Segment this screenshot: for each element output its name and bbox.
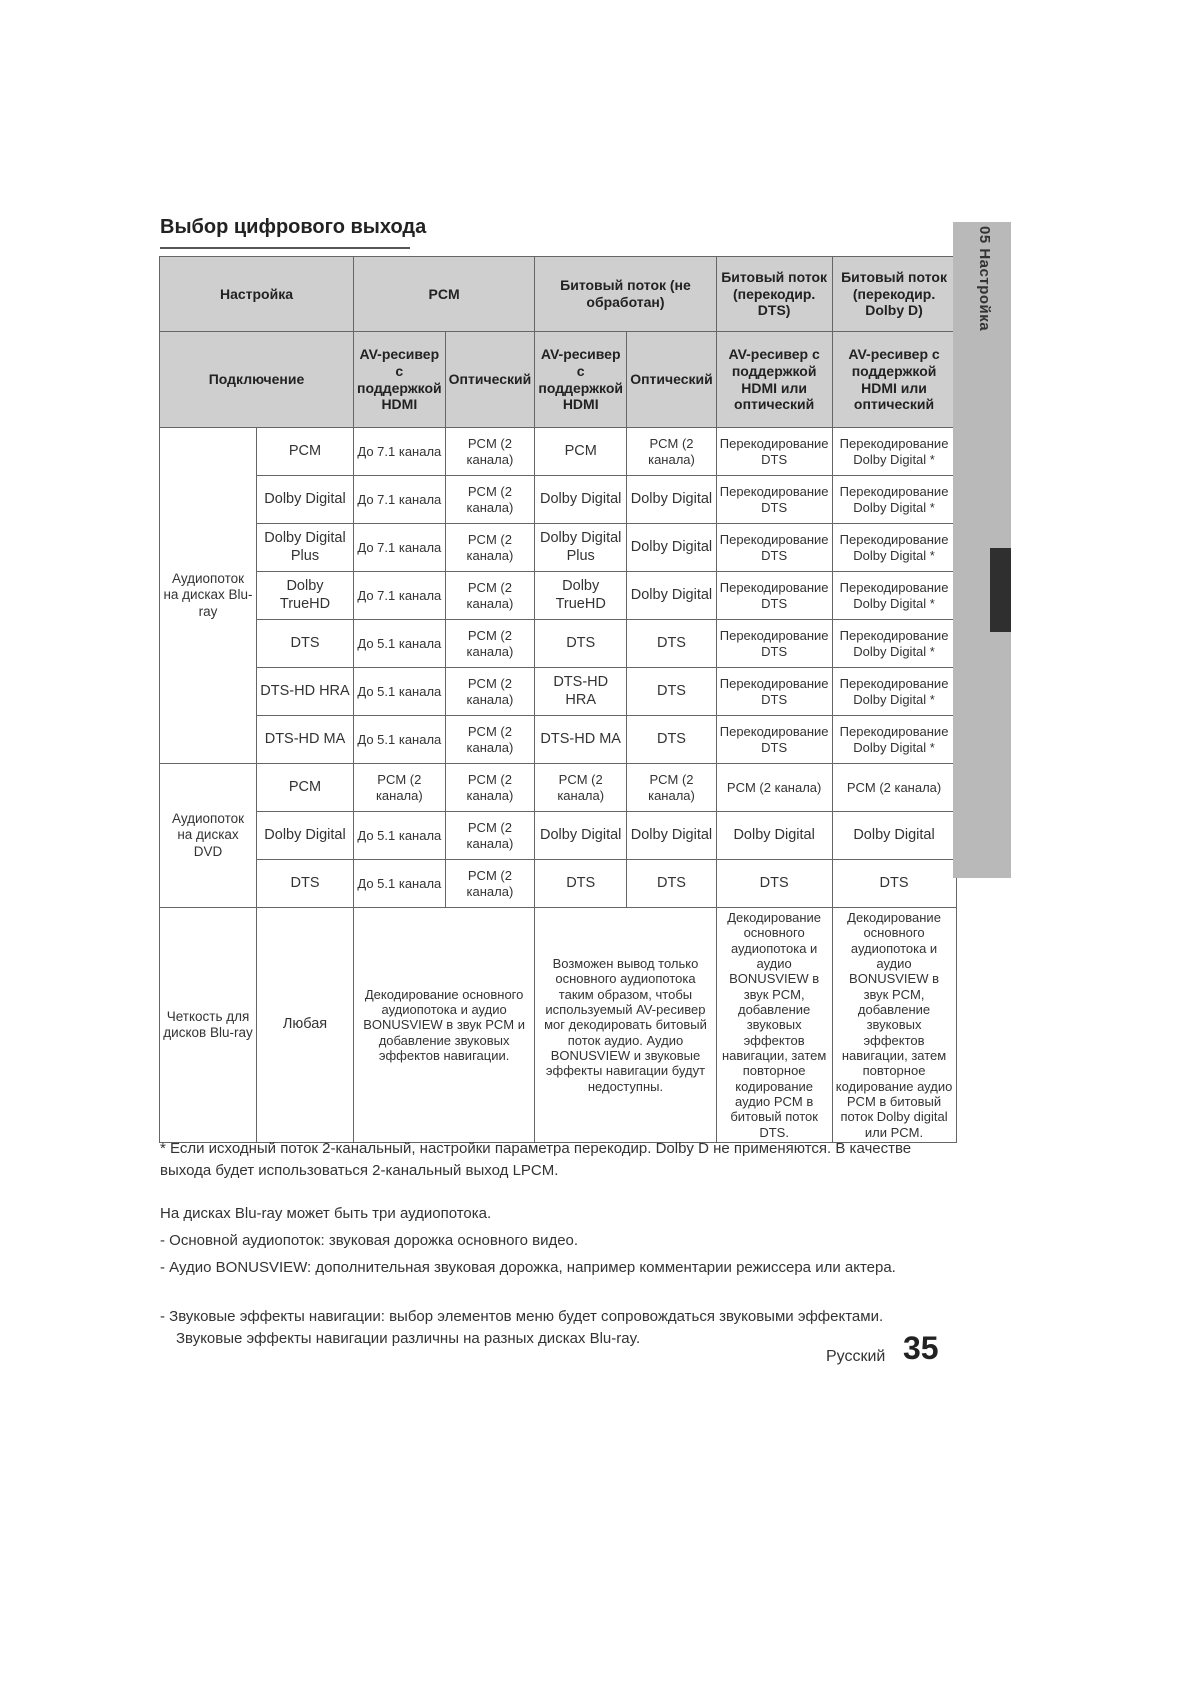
cell: Dolby Digital — [627, 572, 717, 620]
cell: Перекодирование DTS — [716, 572, 832, 620]
table-row — [160, 572, 957, 620]
section-label: 05 Настройка — [976, 226, 993, 332]
header-conn-hdmi-pcm: AV-ресивер с поддержкой HDMI — [354, 332, 446, 428]
cell: PCM — [535, 428, 627, 476]
cell: DTS — [535, 620, 627, 668]
page-title: Выбор цифрового выхода — [160, 216, 427, 238]
cell: Перекодирование DTS — [716, 476, 832, 524]
clarity-bitstream-note: Возможен вывод только основного аудиопотока таким образом, чтобы используемый AV-ресивер мог декодировать битовый поток аудио. Аудио BONUSVIEW и звуковые эффекты навигации будут недоступны. — [535, 908, 717, 1143]
cell: До 5.1 канала — [354, 620, 446, 668]
cell-format: DTS-HD MA — [257, 716, 354, 764]
header-conn-optical-bitstream: Оптический — [627, 332, 717, 428]
cell: PCM (2 канала) — [445, 572, 535, 620]
cell-format: PCM — [257, 764, 354, 812]
cell: Dolby Digital — [627, 476, 717, 524]
cell: PCM (2 канала) — [445, 668, 535, 716]
header-conn-dts: AV-ресивер с поддержкой HDMI или оптический — [716, 332, 832, 428]
cell: Перекодирование Dolby Digital * — [832, 572, 956, 620]
cell: Dolby Digital — [535, 812, 627, 860]
digital-output-table — [159, 256, 957, 1143]
cell: Dolby TrueHD — [535, 572, 627, 620]
cell: DTS-HD HRA — [535, 668, 627, 716]
cell-format: Dolby Digital — [257, 476, 354, 524]
cell: DTS — [627, 620, 717, 668]
cell: PCM (2 канала) — [627, 764, 717, 812]
group-dvd: Аудиопоток на дисках DVD — [160, 764, 257, 908]
cell: До 7.1 канала — [354, 572, 446, 620]
cell: PCM (2 канала) — [445, 476, 535, 524]
cell: До 5.1 канала — [354, 716, 446, 764]
table-row — [160, 764, 957, 812]
cell: Перекодирование DTS — [716, 524, 832, 572]
bullet-item: - Звуковые эффекты навигации: выбор элементов меню будет сопровождаться звуковыми эффектами. Звуковые эффекты навигации различны на разных дисках Blu-ray. — [160, 1308, 884, 1347]
cell: PCM (2 канала) — [445, 860, 535, 908]
section-side-marker — [990, 548, 1011, 632]
cell-format: DTS-HD HRA — [257, 668, 354, 716]
cell: PCM (2 канала) — [535, 764, 627, 812]
table-row — [160, 716, 957, 764]
cell-format: Dolby Digital Plus — [257, 524, 354, 572]
cell: До 5.1 канала — [354, 668, 446, 716]
clarity-dts-note: Декодирование основного аудиопотока и аудио BONUSVIEW в звук PCM, добавление звуковых эффектов навигации, затем повторное кодирование аудио PCM в битовый поток DTS. — [716, 908, 832, 1143]
cell: Перекодирование DTS — [716, 668, 832, 716]
cell-format: Dolby TrueHD — [257, 572, 354, 620]
cell: DTS — [627, 860, 717, 908]
table-row — [160, 812, 957, 860]
header-pcm: PCM — [354, 257, 535, 332]
table-row-clarity — [160, 908, 957, 1143]
cell: PCM (2 канала) — [445, 620, 535, 668]
cell-format: DTS — [257, 620, 354, 668]
cell: PCM (2 канала) — [354, 764, 446, 812]
cell: Перекодирование DTS — [716, 620, 832, 668]
group-clarity: Четкость для дисков Blu-ray — [160, 908, 257, 1143]
header-bitstream-unprocessed: Битовый поток (не обработан) — [535, 257, 717, 332]
cell: До 7.1 канала — [354, 524, 446, 572]
table-row — [160, 860, 957, 908]
cell: До 7.1 канала — [354, 428, 446, 476]
cell: Перекодирование Dolby Digital * — [832, 620, 956, 668]
cell: Перекодирование Dolby Digital * — [832, 668, 956, 716]
cell: DTS — [627, 668, 717, 716]
cell: Перекодирование DTS — [716, 428, 832, 476]
cell: PCM (2 канала) — [445, 428, 535, 476]
title-underline — [160, 247, 410, 249]
cell: Перекодирование Dolby Digital * — [832, 524, 956, 572]
header-conn-dolby: AV-ресивер с поддержкой HDMI или оптический — [832, 332, 956, 428]
cell: PCM (2 канала) — [445, 812, 535, 860]
cell-format: PCM — [257, 428, 354, 476]
cell: DTS — [832, 860, 956, 908]
cell: Перекодирование Dolby Digital * — [832, 428, 956, 476]
cell: Dolby Digital — [716, 812, 832, 860]
page-number: 35 — [903, 1330, 939, 1366]
header-row-1 — [160, 257, 957, 332]
bullet-item: - Основной аудиопоток: звуковая дорожка основного видео. — [160, 1232, 579, 1249]
cell: DTS-HD MA — [535, 716, 627, 764]
header-conn-optical-pcm: Оптический — [445, 332, 535, 428]
header-bitstream-dts: Битовый поток (перекодир. DTS) — [716, 257, 832, 332]
cell: PCM (2 канала) — [445, 716, 535, 764]
group-bluray: Аудиопоток на дисках Blu-ray — [160, 428, 257, 764]
table-row — [160, 428, 957, 476]
footnote: * Если исходный поток 2-канальный, настройки параметра перекодир. Dolby D не применяются. В качестве выхода будет использоваться 2-канальный выход LPCM. — [160, 1140, 912, 1179]
cell: Dolby Digital — [627, 524, 717, 572]
header-row-2 — [160, 332, 957, 428]
cell: Перекодирование DTS — [716, 716, 832, 764]
cell: Перекодирование Dolby Digital * — [832, 716, 956, 764]
table-row — [160, 476, 957, 524]
table-row — [160, 620, 957, 668]
cell: Dolby Digital — [627, 812, 717, 860]
cell: PCM (2 канала) — [627, 428, 717, 476]
cell: До 5.1 канала — [354, 860, 446, 908]
bullet-item: - Аудио BONUSVIEW: дополнительная звуковая дорожка, например комментарии режиссера или актера. — [160, 1259, 896, 1276]
table-row — [160, 668, 957, 716]
header-setting: Настройка — [160, 257, 354, 332]
cell: PCM (2 канала) — [716, 764, 832, 812]
footer-language: Русский — [826, 1348, 886, 1365]
header-conn-hdmi-bitstream: AV-ресивер с поддержкой HDMI — [535, 332, 627, 428]
header-bitstream-dolby: Битовый поток (перекодир. Dolby D) — [832, 257, 956, 332]
cell: До 5.1 канала — [354, 812, 446, 860]
cell: Dolby Digital Plus — [535, 524, 627, 572]
cell-format: Dolby Digital — [257, 812, 354, 860]
clarity-pcm-note: Декодирование основного аудиопотока и аудио BONUSVIEW в звук PCM и добавление звуковых эффектов навигации. — [354, 908, 535, 1143]
header-connection: Подключение — [160, 332, 354, 428]
clarity-dolby-note: Декодирование основного аудиопотока и аудио BONUSVIEW в звук PCM, добавление звуковых эффектов навигации, затем повторное кодирование аудио PCM в битовый поток Dolby digital или PCM. — [832, 908, 956, 1143]
cell: DTS — [535, 860, 627, 908]
cell: Dolby Digital — [832, 812, 956, 860]
cell: DTS — [627, 716, 717, 764]
cell: До 7.1 канала — [354, 476, 446, 524]
cell: Перекодирование Dolby Digital * — [832, 476, 956, 524]
cell: DTS — [716, 860, 832, 908]
cell: PCM (2 канала) — [832, 764, 956, 812]
cell-format: DTS — [257, 860, 354, 908]
intro-text: На дисках Blu-ray может быть три аудиопотока. — [160, 1205, 492, 1222]
cell: PCM (2 канала) — [445, 764, 535, 812]
table-row — [160, 524, 957, 572]
cell: Dolby Digital — [535, 476, 627, 524]
cell: PCM (2 канала) — [445, 524, 535, 572]
cell-format: Любая — [257, 908, 354, 1143]
